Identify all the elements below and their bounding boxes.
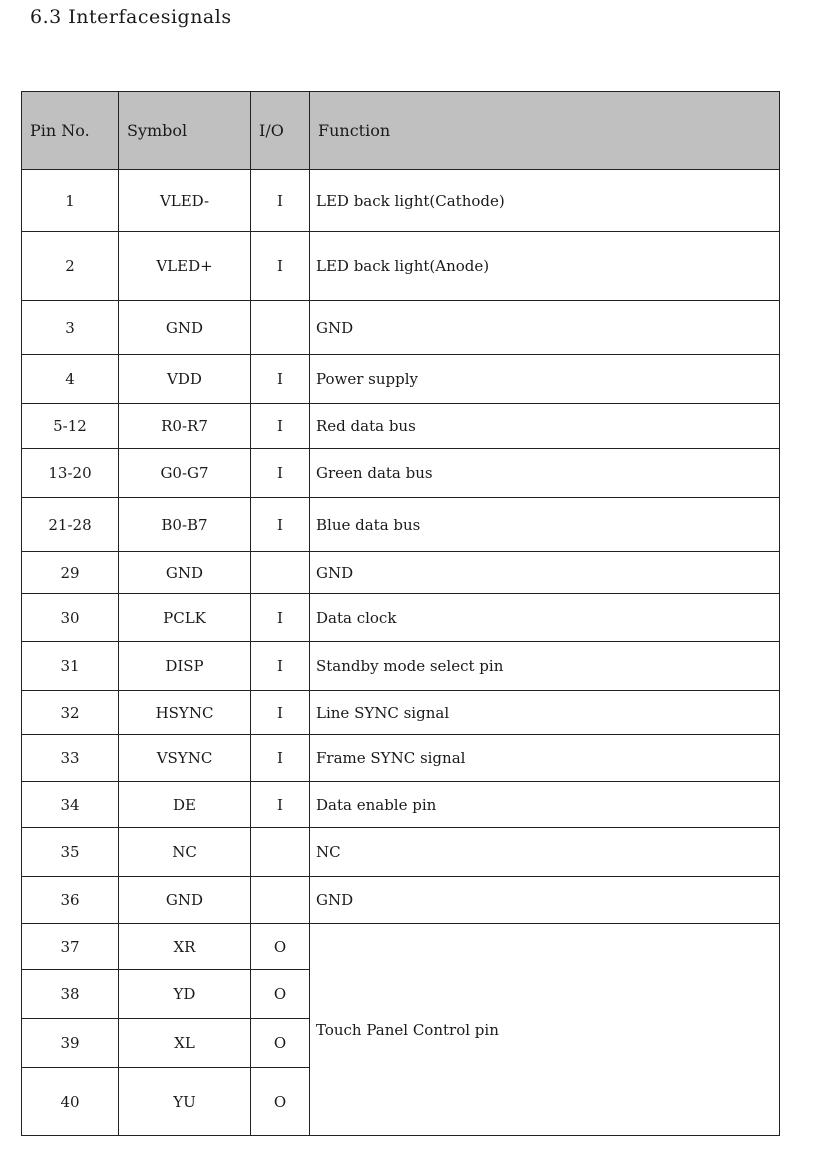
- cell-symbol: VLED+: [119, 232, 251, 301]
- cell-function: Power supply: [310, 355, 780, 404]
- cell-io: [251, 877, 310, 924]
- cell-symbol: B0-B7: [119, 498, 251, 552]
- table-row: [22, 232, 780, 301]
- cell-function: Data clock: [310, 594, 780, 642]
- table-row: [22, 594, 780, 642]
- table-row: [22, 552, 780, 594]
- table-row: [22, 498, 780, 552]
- table-row: [22, 691, 780, 735]
- table-row: [22, 828, 780, 877]
- header-function: Function: [310, 92, 780, 170]
- cell-symbol: G0-G7: [119, 449, 251, 498]
- cell-symbol: VDD: [119, 355, 251, 404]
- cell-io: O: [251, 1019, 310, 1068]
- table-row: [22, 924, 780, 970]
- cell-io: I: [251, 691, 310, 735]
- cell-function: LED back light(Cathode): [310, 170, 780, 232]
- cell-io: I: [251, 642, 310, 691]
- cell-function: Blue data bus: [310, 498, 780, 552]
- cell-symbol: VLED-: [119, 170, 251, 232]
- cell-io: I: [251, 232, 310, 301]
- cell-function: Green data bus: [310, 449, 780, 498]
- table-row: [22, 170, 780, 232]
- cell-pin-no: 31: [22, 642, 119, 691]
- table-header-row: [22, 92, 780, 170]
- cell-pin-no: 34: [22, 782, 119, 828]
- cell-pin-no: 2: [22, 232, 119, 301]
- cell-symbol: PCLK: [119, 594, 251, 642]
- cell-function: Standby mode select pin: [310, 642, 780, 691]
- cell-pin-no: 29: [22, 552, 119, 594]
- cell-function: Data enable pin: [310, 782, 780, 828]
- cell-symbol: DE: [119, 782, 251, 828]
- cell-symbol: XR: [119, 924, 251, 970]
- header-symbol: Symbol: [119, 92, 251, 170]
- cell-symbol: GND: [119, 552, 251, 594]
- table-row: [22, 642, 780, 691]
- cell-io: I: [251, 449, 310, 498]
- cell-io: [251, 552, 310, 594]
- cell-pin-no: 21-28: [22, 498, 119, 552]
- cell-io: I: [251, 498, 310, 552]
- cell-io: I: [251, 735, 310, 782]
- cell-io: I: [251, 355, 310, 404]
- cell-pin-no: 40: [22, 1068, 119, 1136]
- cell-io: I: [251, 404, 310, 449]
- cell-symbol: XL: [119, 1019, 251, 1068]
- cell-symbol: DISP: [119, 642, 251, 691]
- table-row: [22, 355, 780, 404]
- cell-function: GND: [310, 301, 780, 355]
- cell-io: O: [251, 970, 310, 1019]
- cell-io: [251, 301, 310, 355]
- cell-pin-no: 1: [22, 170, 119, 232]
- cell-symbol: HSYNC: [119, 691, 251, 735]
- cell-function: Touch Panel Control pin: [310, 924, 780, 1136]
- cell-pin-no: 33: [22, 735, 119, 782]
- cell-symbol: R0-R7: [119, 404, 251, 449]
- interface-signals-table: [21, 91, 780, 1136]
- cell-pin-no: 5-12: [22, 404, 119, 449]
- cell-function: GND: [310, 552, 780, 594]
- cell-function: Red data bus: [310, 404, 780, 449]
- cell-symbol: YD: [119, 970, 251, 1019]
- cell-pin-no: 36: [22, 877, 119, 924]
- cell-pin-no: 3: [22, 301, 119, 355]
- table-row: [22, 782, 780, 828]
- cell-pin-no: 38: [22, 970, 119, 1019]
- cell-pin-no: 13-20: [22, 449, 119, 498]
- cell-function: Frame SYNC signal: [310, 735, 780, 782]
- table-row: [22, 301, 780, 355]
- table-row: [22, 404, 780, 449]
- cell-function: Line SYNC signal: [310, 691, 780, 735]
- table-row: [22, 449, 780, 498]
- cell-io: [251, 828, 310, 877]
- cell-symbol: GND: [119, 877, 251, 924]
- cell-pin-no: 35: [22, 828, 119, 877]
- cell-pin-no: 30: [22, 594, 119, 642]
- cell-io: I: [251, 594, 310, 642]
- section-title: 6.3 Interfacesignals: [30, 6, 232, 28]
- cell-symbol: VSYNC: [119, 735, 251, 782]
- cell-io: O: [251, 1068, 310, 1136]
- header-io: I/O: [251, 92, 310, 170]
- table-row: [22, 735, 780, 782]
- header-pin-no: Pin No.: [22, 92, 119, 170]
- cell-pin-no: 37: [22, 924, 119, 970]
- cell-symbol: GND: [119, 301, 251, 355]
- cell-function: LED back light(Anode): [310, 232, 780, 301]
- cell-function: GND: [310, 877, 780, 924]
- cell-io: I: [251, 782, 310, 828]
- cell-io: O: [251, 924, 310, 970]
- table-row: [22, 877, 780, 924]
- cell-symbol: NC: [119, 828, 251, 877]
- cell-pin-no: 32: [22, 691, 119, 735]
- cell-pin-no: 39: [22, 1019, 119, 1068]
- cell-pin-no: 4: [22, 355, 119, 404]
- cell-function: NC: [310, 828, 780, 877]
- cell-symbol: YU: [119, 1068, 251, 1136]
- cell-io: I: [251, 170, 310, 232]
